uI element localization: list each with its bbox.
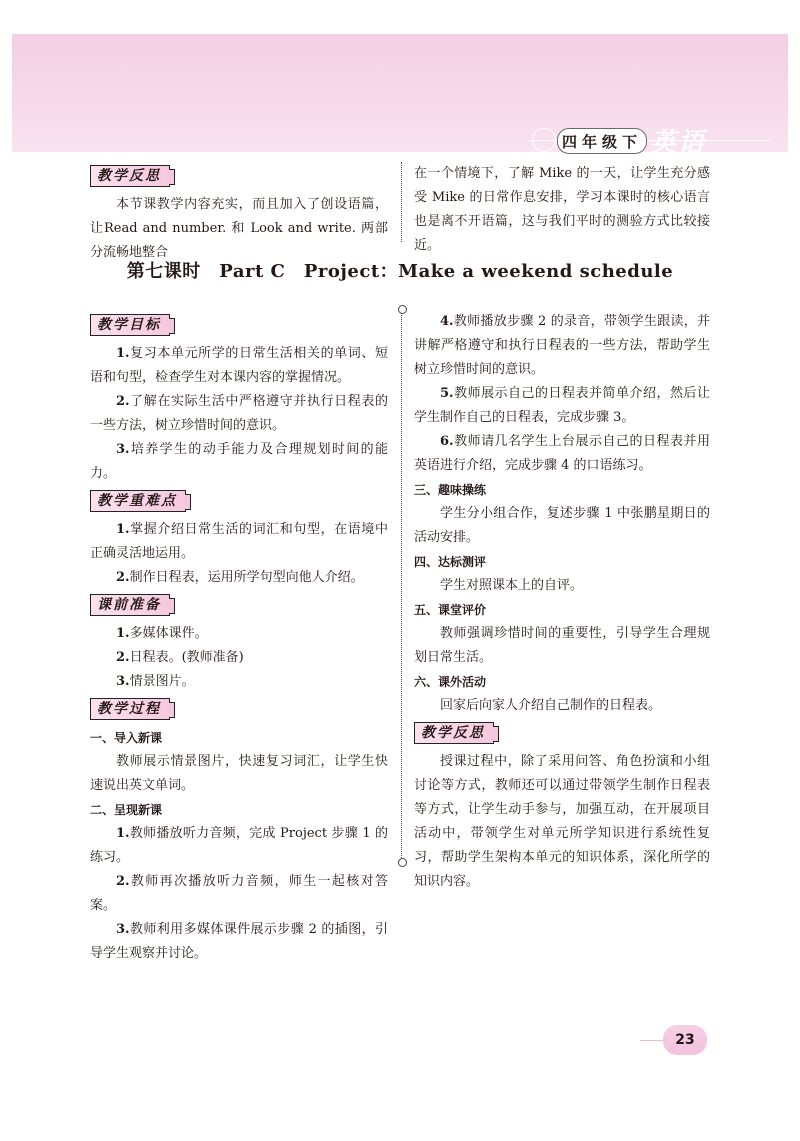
grade-badge: 四年级下 [557,128,647,154]
step-item: 1.教师播放听力音频，完成 Project 步骤 1 的练习。 [90,826,388,865]
prep-item: 1.多媒体课件。 [116,626,208,641]
left-column [90,314,388,966]
top-column-divider [401,162,402,242]
divider-dot [398,858,407,867]
step-item: 5.教师展示自己的日程表并简单介绍，然后让学生制作自己的日程表，完成步骤 3。 [414,386,710,425]
divider-dot [398,305,407,314]
goal-item: 3.培养学生的动手能力及合理规划时间的能力。 [90,442,388,481]
section-text: 学生对照课本上的自评。 [440,578,584,593]
section-heading: 六、课外活动 [414,675,487,689]
top-left-column [90,165,388,265]
step-item: 3.教师利用多媒体课件展示步骤 2 的插图，引导学生观察并讨论。 [90,922,388,961]
page-number: 23 [663,1025,707,1055]
section-text: 教师强调珍惜时间的重要性，引导学生合理规划日常生活。 [414,626,710,665]
section-heading: 四、达标测评 [414,555,487,569]
top-right-text: 在一个情境下，了解 Mike 的一天，让学生充分感受 Mike 的日常作息安排，学习本课时的核心语言也是离不开语篇，这与我们平时的测验方式比较接近。 [414,166,710,253]
goal-item: 1.复习本单元所学的日常生活相关的单词、短语和句型，检查学生对本课内容的掌握情况。 [90,346,388,385]
step-item: 6.教师请几名学生上台展示自己的日程表并用英语进行介绍，完成步骤 4 的口语练习。 [414,434,710,473]
section-text: 学生分小组合作，复述步骤 1 中张鹏星期日的活动安排。 [414,506,710,545]
page-number-decor [640,1040,664,1041]
column-divider [401,312,402,862]
section-heading: 五、课堂评价 [414,603,487,617]
reflection-text: 授课过程中，除了采用问答、角色扮演和小组讨论等方式，教师还可以通过带领学生制作日程表等方式，让学生动手参与，加强互动，在开展项目活动中，带领学生对单元所学知识进行系统性复习，帮助学生架构本单元的知识体系，深化所学的知识内容。 [414,754,710,889]
process-label: 教学过程 [90,698,170,720]
lesson-title: 第七课时 Part C Project：Make a weekend schedule [126,261,674,282]
top-right-column [414,162,710,258]
section-heading: 三、趣味操练 [414,483,487,497]
prep-item: 2.日程表。(教师准备) [116,650,244,665]
swirl-decor-icon [532,128,556,152]
step-item: 4.教师播放步骤 2 的录音，带领学生跟读，并讲解严格遵守和执行日程表的一些方法，帮助学生树立珍惜时间的意识。 [414,314,710,377]
section-text: 回家后向家人介绍自己制作的日程表。 [440,698,662,713]
reflection-label: 教学反思 [414,722,494,744]
section-heading: 一、导入新课 [90,731,163,745]
goal-item: 2.了解在实际生活中严格遵守并执行日程表的一些方法，树立珍惜时间的意识。 [90,394,388,433]
right-column [414,310,710,894]
goals-label: 教学目标 [90,314,170,336]
key-item: 1.掌握介绍日常生活的词汇和句型，在语境中正确灵活地运用。 [90,522,388,561]
step-item: 2.教师再次播放听力音频，师生一起核对答案。 [90,874,388,913]
section-text: 教师展示情景图片，快速复习词汇，让学生快速说出英文单词。 [90,754,388,793]
prep-label: 课前准备 [90,594,170,616]
top-left-text: 本节课教学内容充实，而且加入了创设语篇，让Read and number. 和 Look and write. 两部分流畅地整合 [90,197,388,260]
reflection-label: 教学反思 [90,165,170,187]
key-points-label: 教学重难点 [90,490,186,512]
prep-item: 3.情景图片。 [116,674,195,689]
subject-logo: 英语 [650,128,707,158]
key-item: 2.制作日程表，运用所学句型向他人介绍。 [116,570,364,585]
section-heading: 二、呈现新课 [90,803,163,817]
